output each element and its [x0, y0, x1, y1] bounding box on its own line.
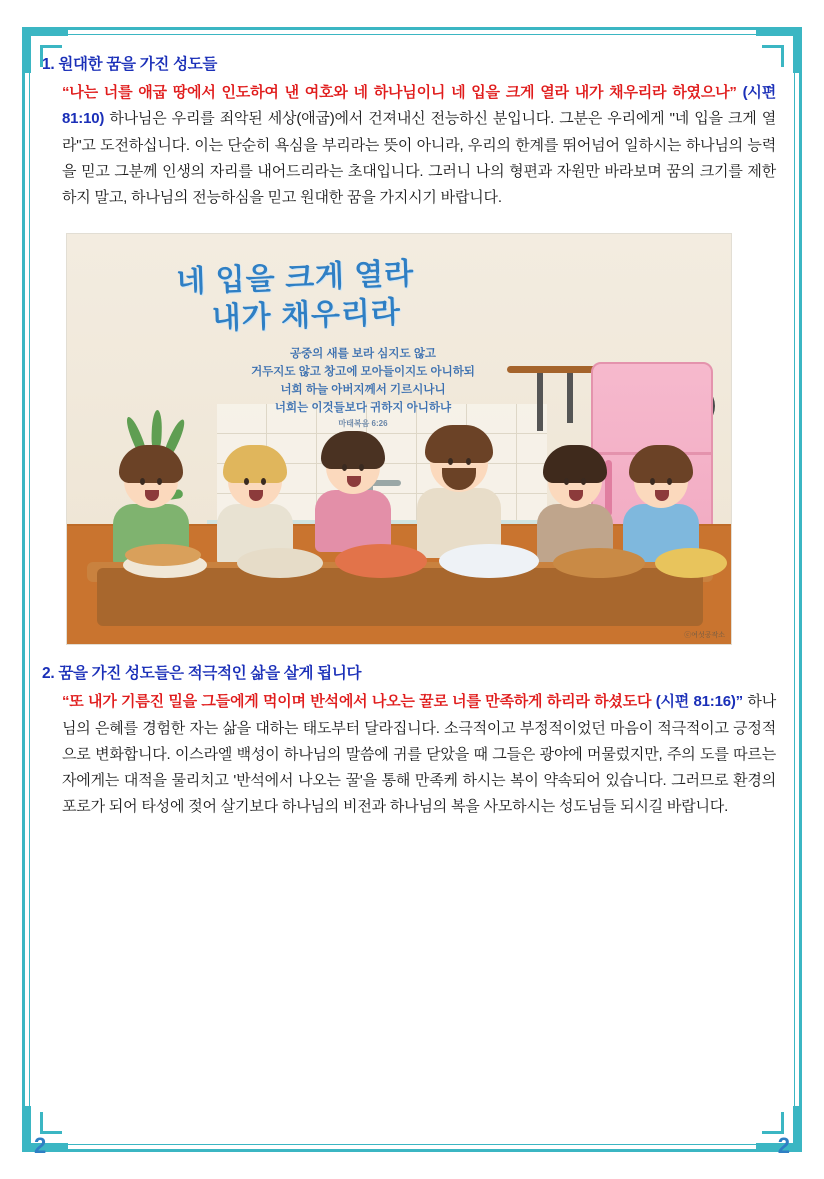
beard-icon — [442, 468, 476, 490]
soup-pot — [335, 544, 427, 578]
section-1-verse: “나는 너를 애굽 땅에서 인도하여 낸 여호와 네 하나님이니 네 입을 크게 열라 내가 채우리라 하였으나” — [62, 84, 737, 101]
section-1-heading: 1. 원대한 꿈을 가진 성도들 — [42, 56, 218, 73]
illustration-sub-line4: 너희는 이것들보다 귀하지 아니하냐 — [274, 401, 452, 414]
illustration-title-line2: 내가 채우리라 — [211, 295, 402, 336]
page-number-left: 2 — [34, 1133, 47, 1158]
spatula-icon — [537, 373, 543, 431]
section-1-body: 하나님은 우리를 죄악된 세상(애굽)에서 건져내신 전능하신 분입니다. 그분은 우리에게 "네 입을 크게 열라"고 도전하십니다. 이는 단순히 욕심을 부리라는 뜻이 아니라, 우리의 한계를 뛰어넘어 일하시는 하나님의 능력을 믿고 그분께 인생의 자리를 내어드리라는 초대입니다. 그러니 나의 형편과 자원만 바라보며 꿈의 크기를 제한하지 말고, 하나님의 전능하심을 믿고 원대한 꿈을 가지시기 바랍니다. — [62, 110, 776, 206]
section-2-heading: 2. 꿈을 가진 성도들은 적극적인 삶을 살게 됩니다 — [42, 665, 362, 683]
illustration-credit: ⓒ여섯공작소 — [684, 632, 725, 640]
ladle-icon — [567, 373, 573, 423]
corner-notch-bottom-left — [40, 1112, 62, 1134]
illustration-title — [176, 253, 508, 339]
illustration-canvas — [67, 234, 731, 644]
person-figure — [315, 440, 391, 552]
page-number-right: 2 — [777, 1133, 790, 1158]
jesus-figure — [417, 434, 501, 558]
section-1-reference: (시편 81:10) — [62, 84, 777, 128]
illustration-figure — [66, 233, 732, 645]
corner-notch-bottom-right — [762, 1112, 784, 1134]
illustration-title-line1: 네 입을 크게 열라 — [175, 257, 415, 300]
illustration-sub-line2: 거두지도 않고 창고에 모아들이지도 아니하되 — [251, 366, 475, 379]
page-content — [40, 52, 784, 821]
section-2-reference: (시편 81:16)” — [655, 693, 743, 711]
illustration-sub-line1: 공중의 새를 보라 심지도 않고 — [289, 348, 437, 361]
section-2-verse: “또 내가 기름진 밀을 그들에게 먹이며 반석에서 나오는 꿀로 너를 만족하게 하리라 하셨도다 — [62, 693, 652, 711]
illustration-sub-line3: 너희 하늘 아버지께서 기르시나니 — [280, 383, 446, 396]
illustration-citation: 마태복음 6:26 — [338, 418, 388, 428]
illustration-subtext — [213, 346, 513, 430]
section-2-body: 하나님의 은혜를 경험한 자는 삶을 대하는 태도부터 달라집니다. 소극적이고 부정적이었던 마음이 적극적이고 긍정적으로 변화합니다. 이스라엘 백성이 하나님의 말씀에 귀를 닫았을 때 그들은 광야에 머물렀지만, 주의 도를 따르는 자에게는 대적을 물리치고 '반석에서 나오는 꿀'을 통해 만족케 하시는 복이 약속되어 있습니다. 그러므로 환경의 포로가 되어 타성에 젖어 살기보다 하나님의 비전과 하나님의 복을 사모하시는 성도님들 되시길 바랍니다. — [62, 693, 776, 816]
section-2-paragraph — [40, 689, 784, 820]
section-1-paragraph — [40, 80, 784, 211]
